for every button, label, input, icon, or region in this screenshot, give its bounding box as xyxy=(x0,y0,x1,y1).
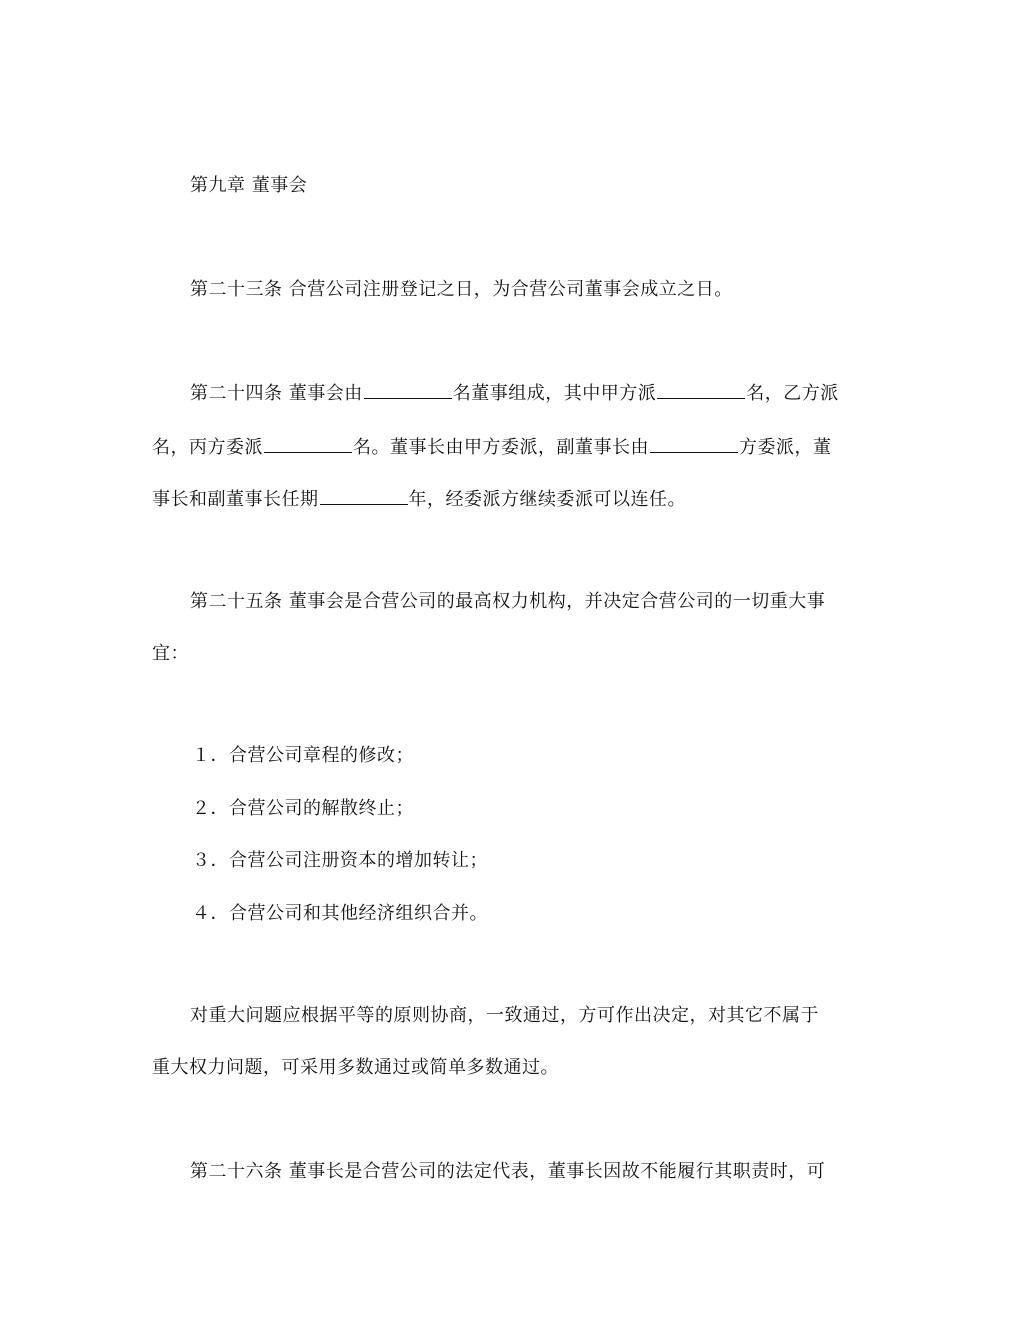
fill-in-blank xyxy=(650,434,738,453)
article-24-text: 事长和副董事长任期 xyxy=(152,489,319,510)
fill-in-blank xyxy=(364,380,452,399)
fill-in-blank xyxy=(264,434,352,453)
article-24-line-3 xyxy=(152,486,686,512)
list-item: ３．合营公司注册资本的增加转让； xyxy=(192,850,488,871)
article-25-line-1: 第二十五条 董事会是合营公司的最高权力机构，并决定合营公司的一切重大事 xyxy=(190,591,826,612)
list-item: ４．合营公司和其他经济组织合并。 xyxy=(192,903,488,924)
chapter-title: 第九章 董事会 xyxy=(190,175,308,196)
article-24-line-2 xyxy=(152,434,832,460)
article-23: 第二十三条 合营公司注册登记之日，为合营公司董事会成立之日。 xyxy=(190,279,733,300)
article-24-text: 名，丙方委派 xyxy=(152,437,263,458)
article-24-text: 第二十四条 董事会由 xyxy=(190,383,363,404)
article-24-text: 方委派，董 xyxy=(739,437,832,458)
fill-in-blank xyxy=(320,486,408,505)
article-24-text: 年，经委派方继续委派可以连任。 xyxy=(408,489,686,510)
decision-line-1: 对重大问题应根据平等的原则协商，一致通过，方可作出决定，对其它不属于 xyxy=(190,1005,819,1026)
article-24-text: 名，乙方派 xyxy=(746,383,839,404)
decision-line-2: 重大权力问题，可采用多数通过或简单多数通过。 xyxy=(152,1057,559,1078)
fill-in-blank xyxy=(657,380,745,399)
article-26-line-1: 第二十六条 董事长是合营公司的法定代表，董事长因故不能履行其职责时，可 xyxy=(190,1161,826,1182)
article-24-text: 名。董事长由甲方委派，副董事长由 xyxy=(353,437,649,458)
article-25-line-2: 宜： xyxy=(152,643,189,664)
list-item: ２．合营公司的解散终止； xyxy=(192,798,414,819)
article-24-line-1 xyxy=(190,380,839,406)
article-24-text: 名董事组成，其中甲方派 xyxy=(452,383,657,404)
list-item: １．合营公司章程的修改； xyxy=(192,745,414,766)
